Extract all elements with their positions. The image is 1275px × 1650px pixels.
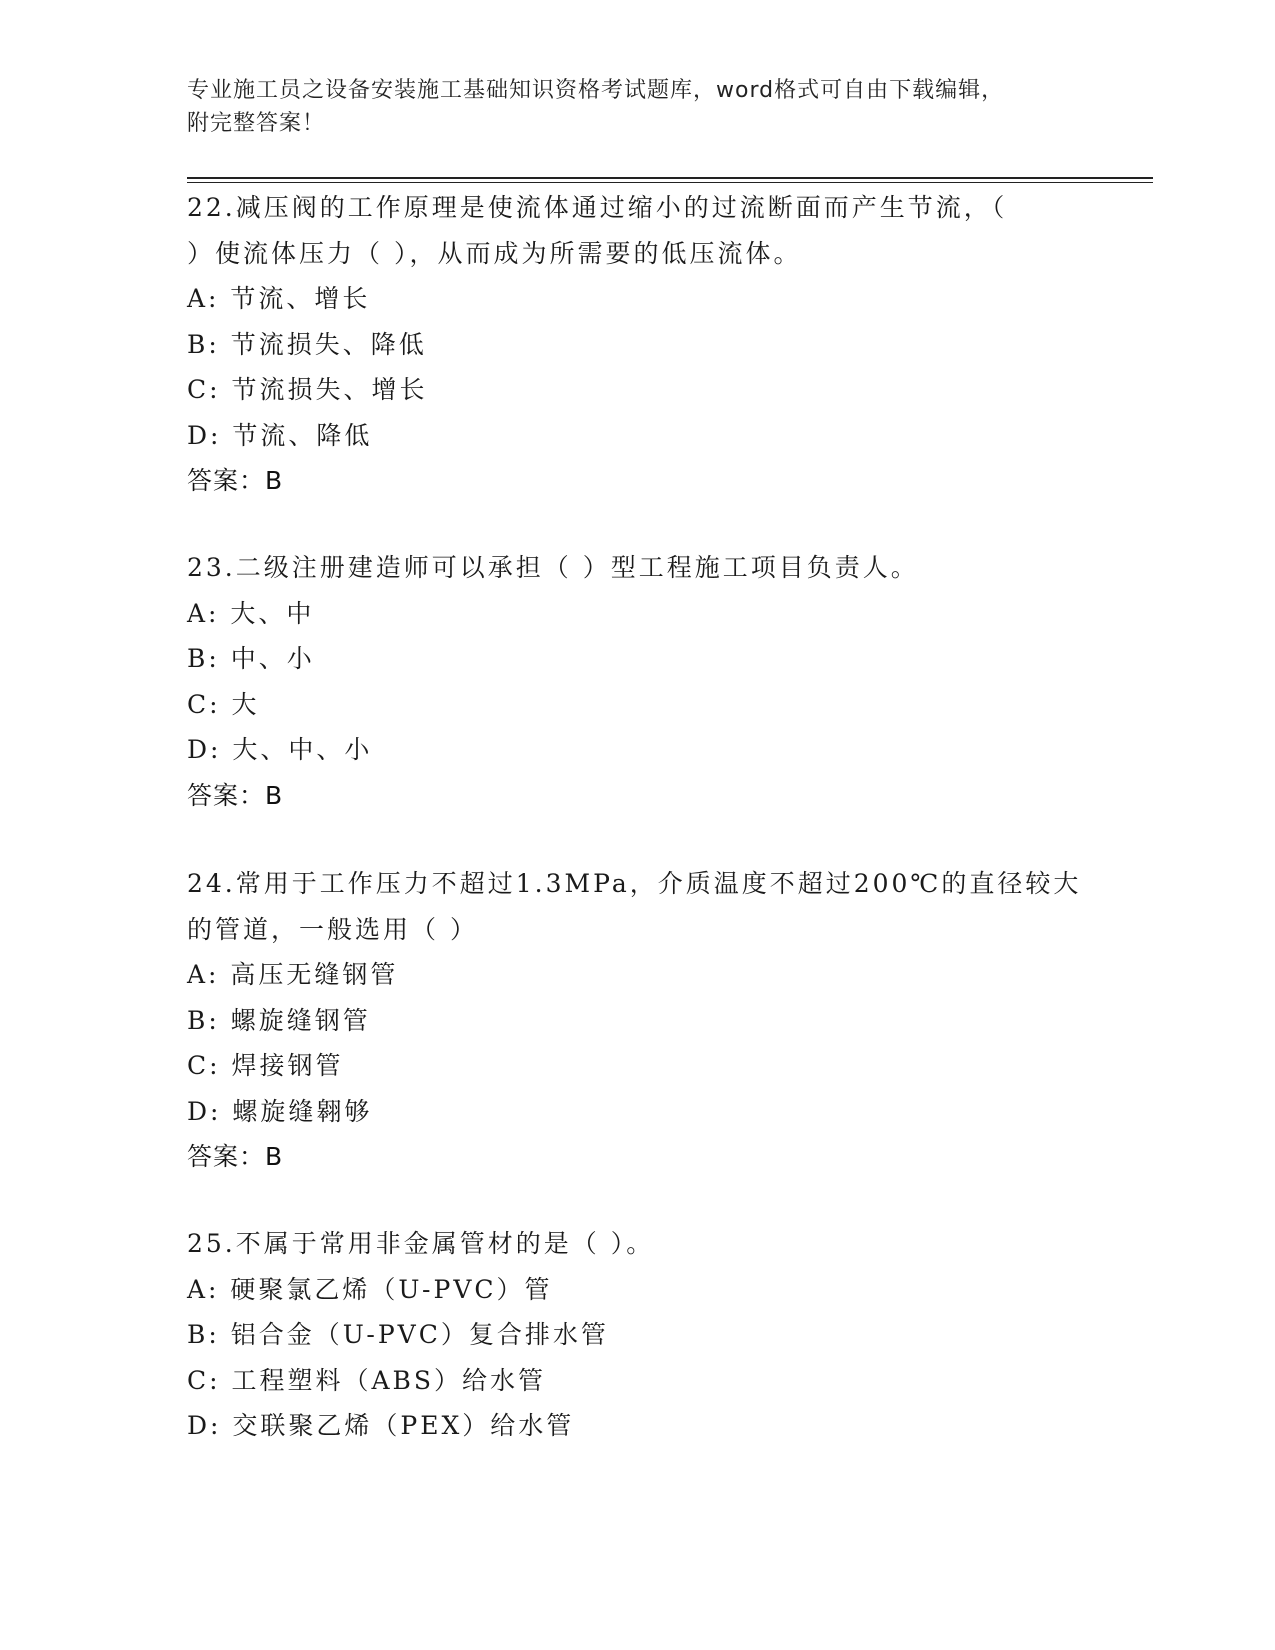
option-b: B: 铝合金（U-PVC）复合排水管: [187, 1320, 609, 1349]
header-line-2: 附完整答案！: [187, 111, 326, 136]
header-divider-thin: [187, 182, 1153, 183]
question-23: [187, 545, 1087, 818]
question-25: [187, 1221, 1087, 1449]
option-a: A: 硬聚氯乙烯（U-PVC）管: [187, 1274, 553, 1304]
header-divider-thick: [187, 177, 1153, 179]
question-24: [187, 861, 1087, 1180]
option-c: C: 工程塑料（ABS）给水管: [187, 1365, 547, 1395]
question-stem: 23.二级注册建造师可以承担（ ）型工程施工项目负责人。: [187, 553, 919, 582]
answer: 答案：B: [187, 780, 284, 810]
header-line-1: 专业施工员之设备安装施工基础知识资格考试题库，word格式可自由下载编辑，: [187, 78, 1005, 103]
option-b: B: 节流损失、降低: [187, 329, 427, 359]
option-c: C: 焊接钢管: [187, 1051, 344, 1080]
question-stem: 22.减压阀的工作原理是使流体通过缩小的过流断面而产生节流，（: [187, 193, 1008, 222]
question-stem-continued: 的管道，一般选用（ ）: [187, 914, 478, 944]
question-22: [187, 185, 1087, 504]
option-c: C: 大: [187, 689, 260, 719]
option-a: A: 高压无缝钢管: [187, 960, 399, 989]
option-d: D: 螺旋缝翱够: [187, 1096, 373, 1126]
option-a: A: 节流、增长: [187, 284, 371, 313]
option-b: B: 螺旋缝钢管: [187, 1005, 371, 1035]
document-header: [187, 74, 1087, 140]
answer: 答案：B: [187, 466, 284, 495]
question-stem: 25.不属于常用非金属管材的是（ ）。: [187, 1229, 655, 1258]
option-b: B: 中、小: [187, 644, 315, 673]
option-d: D: 节流、降低: [187, 420, 373, 450]
answer: 答案：B: [187, 1142, 284, 1171]
question-stem-continued: ）使流体压力（ ），从而成为所需要的低压流体。: [187, 238, 802, 268]
option-d: D: 大、中、小: [187, 735, 373, 764]
option-a: A: 大、中: [187, 598, 315, 628]
option-c: C: 节流损失、增长: [187, 375, 428, 404]
option-d: D: 交联聚乙烯（PEX）给水管: [187, 1411, 575, 1440]
question-stem: 24.常用于工作压力不超过1.3MPa，介质温度不超过200℃的直径较大: [187, 869, 1082, 898]
